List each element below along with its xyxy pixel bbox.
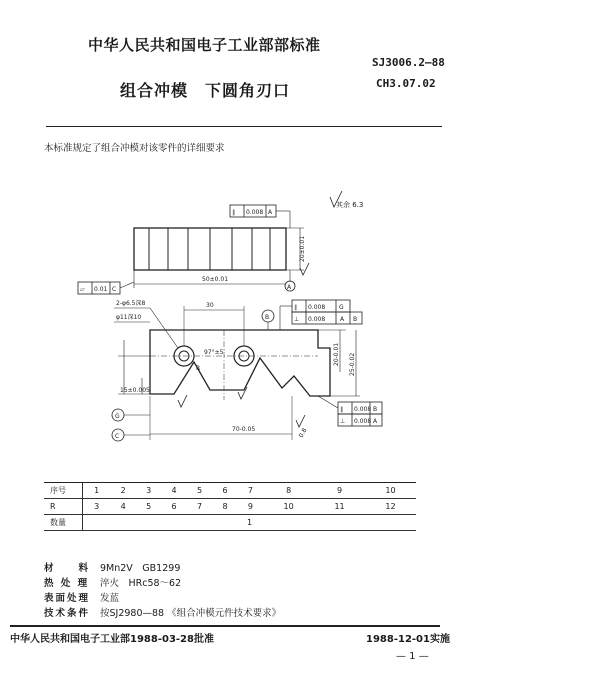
dim-label: 70-0.05: [232, 426, 256, 433]
dim-label: 20-0.01: [333, 342, 340, 366]
dim-label: 30: [206, 302, 214, 309]
dim-label: 20±0.01: [299, 235, 306, 262]
cell: 5: [187, 483, 212, 499]
surface-treatment-value: 发蓝: [100, 593, 120, 604]
holes-note: 2-φ6.5深8: [116, 300, 146, 307]
standard-subcode: CH3.07.02: [376, 77, 436, 90]
dim-label: 25-0.02: [349, 352, 356, 376]
row-label: 序号: [44, 483, 83, 499]
perp-symbol: ⊥: [294, 316, 300, 323]
cell: 8: [263, 483, 314, 499]
tol-value: 0.01: [94, 286, 108, 293]
cell: 1: [83, 483, 111, 499]
cell: 2: [110, 483, 135, 499]
cell: 5: [136, 499, 161, 515]
cell: 7: [187, 499, 212, 515]
cell: 10: [263, 499, 314, 515]
datum-letter: B: [353, 316, 358, 323]
row-label: R: [44, 499, 83, 515]
material-line: [44, 560, 180, 574]
datum-letter: B: [265, 314, 270, 321]
radius-label: R: [196, 365, 201, 372]
row-label: 数量: [44, 515, 83, 531]
datum-letter: A: [287, 284, 292, 291]
cell: 4: [110, 499, 135, 515]
cell: 3: [136, 483, 161, 499]
spec-table: [44, 482, 416, 531]
datum-letter: A: [268, 209, 273, 216]
cell: 7: [238, 483, 263, 499]
heat-treatment-line: [44, 575, 181, 589]
datum-letter: A: [373, 418, 378, 425]
angle-label: 97°±5′: [204, 349, 225, 356]
hole-note: φ11深10: [116, 314, 142, 321]
parallel-symbol: ∥: [340, 406, 343, 413]
flatness-symbol: ▱: [80, 286, 85, 293]
cell: 8: [212, 499, 237, 515]
datum-letter: G: [115, 413, 120, 420]
surface-treatment-label: 表面处理: [44, 593, 91, 604]
dim-label: 50±0.01: [202, 276, 229, 283]
cell: 4: [161, 483, 186, 499]
document-title: 组合冲模 下圆角刃口: [120, 81, 291, 100]
standard-code: SJ3006.2—88: [372, 56, 445, 69]
surface-treatment-line: [44, 590, 119, 604]
cell: 9: [314, 483, 365, 499]
tol-value: 0.008: [354, 406, 372, 413]
technical-condition-label: 技术条件: [44, 608, 91, 619]
page-number: — 1 —: [396, 651, 429, 662]
technical-condition-line: [44, 605, 281, 619]
datum-letter: G: [339, 304, 344, 311]
technical-condition-value: 按SJ2980—88 《组合冲模元件技术要求》: [100, 608, 282, 619]
effective-date: 1988-12-01实施: [366, 634, 450, 645]
tol-value: 0.008: [308, 304, 326, 311]
tol-value: 0.008: [308, 316, 326, 323]
dim-label: 15±0.005: [120, 387, 150, 394]
datum-letter: B: [373, 406, 378, 413]
material-label: 材 料: [44, 563, 91, 574]
cell: 1: [83, 515, 417, 531]
roughness-value: 0.8: [297, 427, 309, 439]
heat-treatment-label: 热 处 理: [44, 578, 90, 589]
datum-letter: C: [112, 286, 117, 293]
cell: 3: [83, 499, 111, 515]
intro-text: 本标准规定了组合冲模对该零件的详细要求: [44, 143, 225, 154]
cell: 6: [212, 483, 237, 499]
approval-note: 中华人民共和国电子工业部1988-03-28批准: [10, 634, 214, 645]
cell: 10: [365, 483, 416, 499]
ministry-header: 中华人民共和国电子工业部部标准: [88, 36, 321, 54]
cell: 9: [238, 499, 263, 515]
tol-value: 0.008: [354, 418, 372, 425]
footer-rule: [10, 625, 440, 627]
tol-value: ∥: [232, 209, 235, 216]
cell: 12: [365, 499, 416, 515]
cell: 11: [314, 499, 365, 515]
datum-letter: C: [115, 433, 120, 440]
tol-value: 0.008: [246, 209, 264, 216]
roughness-note: 其余 6.3: [336, 201, 364, 209]
heat-treatment-value: 淬火 HRc58～62: [100, 578, 182, 589]
parallel-symbol: ∥: [294, 304, 297, 311]
cell: 6: [161, 499, 186, 515]
material-value: 9Mn2V GB1299: [100, 563, 181, 574]
perp-symbol: ⊥: [340, 418, 346, 425]
datum-letter: A: [340, 316, 345, 323]
